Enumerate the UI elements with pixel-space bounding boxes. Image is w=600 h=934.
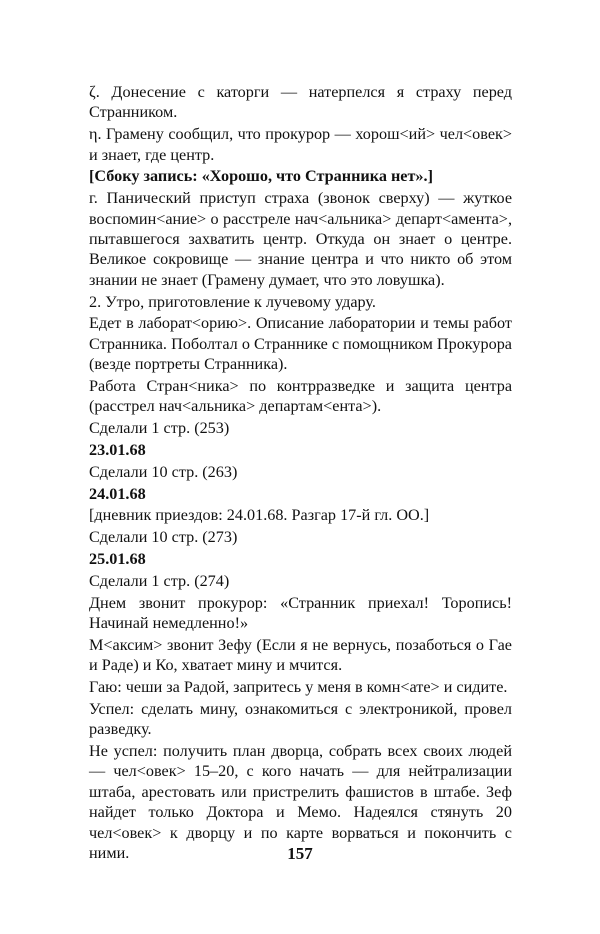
- progress-note: Сделали 1 стр. (253): [89, 419, 230, 438]
- date-heading: 23.01.68: [89, 441, 146, 460]
- paragraph: 2. Утро, приготовление к лучевому удару.: [89, 292, 376, 311]
- diary-note: [дневник приездов: 24.01.68. Разгар 17-й гл. ОО.]: [89, 506, 430, 525]
- paragraph: ζ. Донесение с каторги — натерпелся я страху перед Странником.: [89, 83, 512, 122]
- progress-note: Сделали 1 стр. (274): [89, 571, 230, 590]
- date-heading: 24.01.68: [89, 484, 146, 503]
- progress-note: Сделали 10 стр. (263): [89, 462, 238, 481]
- margin-note: [Сбоку запись: «Хорошо, что Странника нет».]: [89, 167, 433, 186]
- paragraph: г. Панический приступ страха (звонок сверху) — жуткое воспомин<ание> о расстреле нач<альника> департ<амента>, пытавшегося захватить центр. Откуда он знает о центре. Великое сокровище — знание центра и что никто об этом знании не знает (Грамену думает, что это ловушка).: [89, 189, 512, 289]
- paragraph: Работа Стран<ника> по контрразведке и защита центра (расстрел нач<альника> департам<ента>).: [89, 377, 512, 416]
- paragraph: Гаю: чеши за Радой, запритесь у меня в комн<ате> и сидите.: [89, 678, 508, 697]
- progress-note: Сделали 10 стр. (273): [89, 528, 238, 547]
- body-text: [89, 82, 512, 865]
- page-number: 157: [287, 844, 313, 863]
- date-heading: 25.01.68: [89, 550, 146, 569]
- paragraph: Успел: сделать мину, ознакомиться с электроникой, провел разведку.: [89, 699, 512, 739]
- paragraph: Днем звонит прокурор: «Странник приехал! Торопись! Начинай немедленно!»: [89, 593, 512, 633]
- paragraph: Не успел: получить план дворца, собрать всех своих людей — чел<овек> 15–20, с кого начать — для нейтрализации штаба, арестовать или пристрелить фашистов в штабе. Зеф найдет только Доктора и Мемо. Надеялся стянуть 20 чел<овек> к дворцу и по карте ворваться и покончить с ними.: [89, 742, 512, 863]
- paragraph: Едет в лаборат<орию>. Описание лаборатории и темы работ Странника. Поболтал о Страннике с помощником Прокурора (везде портреты Странника).: [89, 314, 512, 374]
- paragraph: М<аксим> звонит Зефу (Если я не вернусь, позаботься о Гае и Раде) и Ко, хватает мину и мчится.: [89, 635, 512, 675]
- paragraph: η. Грамену сообщил, что прокурор — хорош<ий> чел<овек> и знает, где центр.: [89, 125, 512, 164]
